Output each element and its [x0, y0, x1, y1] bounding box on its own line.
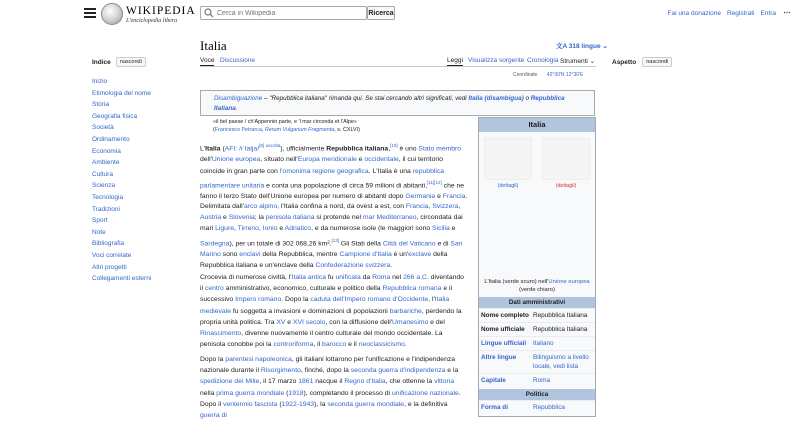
toc-item[interactable]: Voci correlate — [92, 251, 132, 259]
tab-voce[interactable]: Voce — [200, 57, 215, 64]
more-options-icon[interactable]: ⋯ — [783, 10, 791, 17]
language-icon: 文A — [556, 43, 569, 50]
infobox-row — [479, 350, 595, 373]
toc-item[interactable]: Tecnologia — [92, 193, 124, 201]
infobox-row — [479, 400, 595, 414]
infobox-value[interactable]: Roma — [533, 376, 551, 384]
infobox-value: Repubblica Italiana — [533, 325, 588, 333]
toc-item[interactable]: Società — [92, 124, 114, 132]
toc-item[interactable]: Bibliografia — [92, 240, 125, 248]
toc-item[interactable]: Etimologia del nome — [92, 89, 151, 97]
emblem-image[interactable] — [542, 138, 590, 189]
search-box — [200, 6, 367, 20]
repubblica-italiana-link[interactable]: Repubblica Italiana — [214, 95, 565, 112]
infobox-label: Nome ufficiale — [481, 325, 525, 333]
infobox — [478, 117, 596, 417]
toc-item[interactable]: Storia — [92, 101, 109, 109]
toc-item[interactable]: Tradizioni — [92, 205, 120, 213]
infobox-value: Repubblica Italiana — [533, 311, 588, 319]
caption-text: L'Italia (verde scuro) nell' — [484, 279, 549, 285]
language-count: 318 lingue — [568, 43, 601, 50]
disambiguation-note — [200, 90, 595, 116]
paragraph: Delimitata dall'arco alpino, l'Italia confina a nord, da ovest a est, con Francia, Svizzera, Austria e Slovenia; la penisola italiana si protende nel mar Mediterraneo, circondata dai mari Ligure, Tirreno, Ionio e Adriatico, e da numerose isole (le maggiori sono Sicilia e Sardegna), per un totale di 302 068,26 km².[13] Gli Stati della Città del Vaticano e di San Marino sono enclavi della Repubblica, mentre Campione d'Italia è un'exclave della Repubblica italiana e un'enclave della Confederazione svizzera. — [200, 203, 463, 270]
toc-item[interactable]: Sport — [92, 217, 108, 225]
tab-history[interactable]: Cronologia — [527, 57, 559, 64]
ipa-link[interactable]: AFI: /iˈtalja/ — [224, 145, 260, 153]
wordmark: WIKIPEDIA — [126, 5, 196, 17]
infobox-section-admin: Dati amministrativi — [479, 297, 595, 308]
table-of-contents — [92, 57, 192, 285]
main-menu-icon[interactable] — [84, 8, 96, 18]
toc-item[interactable]: Ordinamento — [92, 135, 130, 143]
infobox-row — [479, 336, 595, 350]
coordinates — [513, 72, 583, 78]
quote-ref: , s. CXLVI) — [334, 126, 360, 133]
eu-link[interactable]: Unione europea — [548, 279, 590, 285]
coordinates-link[interactable]: 42°30′N 12°30′E — [546, 72, 584, 78]
infobox-label: Nome completo — [481, 311, 529, 319]
infobox-label[interactable]: Capitale — [481, 376, 506, 384]
toc-item[interactable]: Note — [92, 228, 106, 236]
tagline: L'enciclopedia libera — [126, 18, 178, 24]
language-button[interactable]: 文A 318 lingue ⌄ — [556, 43, 608, 50]
hatnote-text: – "Repubblica italiana" rimanda qui. Se stai cercando altri significati, vedi — [262, 95, 469, 102]
toc-item[interactable]: Altri progetti — [92, 263, 127, 271]
infobox-section-politics: Politica — [479, 389, 595, 400]
tab-discussione[interactable]: Discussione — [220, 57, 256, 64]
disambiguation-link[interactable]: Disambiguazione — [214, 95, 263, 102]
toc-item[interactable]: Cultura — [92, 170, 113, 178]
user-links — [667, 9, 792, 17]
paragraph: L'Italia (AFI: /iˈtalja/[9] $^{ascolta}$), ufficialmente Repubblica italiana,[10] è uno Stato membro dell'Unione europea, situato nell'Europa meridionale e occidentale, il cui territorio coincide in gran parte con l'omonima regione geografica. L'Italia è una repubblica parlamentare unitaria e conta una popolazione di circa 59 milioni di abitanti,[11][12] che ne fanno il terzo Stato dell'Unione europea per numero di abitanti dopo Germania e Francia. — [200, 143, 468, 201]
search-icon — [204, 8, 214, 18]
infobox-label[interactable]: Altre lingue — [481, 353, 517, 361]
search-button[interactable]: Ricerca — [367, 6, 395, 20]
create-account-link[interactable]: Registrati — [726, 9, 755, 17]
quote-author-link[interactable]: Francesco Petrarca — [214, 126, 262, 133]
infobox-images — [479, 132, 595, 190]
hatnote-end: . — [235, 105, 238, 112]
appearance-hide-button[interactable]: nascondi — [642, 57, 672, 67]
appearance-title: Aspetto — [612, 58, 637, 66]
infobox-value[interactable]: Repubblica — [533, 403, 565, 411]
infobox-value[interactable]: Italiano — [533, 339, 554, 347]
infobox-row — [479, 373, 595, 387]
map-caption — [479, 278, 595, 295]
search-input[interactable] — [217, 10, 357, 17]
toc-hide-button[interactable]: nascondi — [116, 57, 146, 67]
appearance-panel — [612, 57, 672, 67]
hatnote-or: o — [523, 95, 531, 102]
page-tabs — [200, 53, 596, 67]
donate-link[interactable]: Fai una donazione — [667, 9, 721, 17]
quote-work-link[interactable]: Rerum Vulgarium Fragmenta — [264, 126, 335, 133]
page-title: Italia — [200, 38, 227, 53]
login-link[interactable]: Entra — [760, 9, 776, 17]
caption-text-end: (verde chiaro) — [519, 287, 555, 294]
infobox-row — [479, 308, 595, 322]
tab-view-source[interactable]: Visualizza sorgente — [468, 57, 525, 64]
wikipedia-logo-icon[interactable] — [101, 3, 123, 25]
wikipedia-wordmark[interactable] — [126, 5, 196, 24]
infobox-value[interactable]: Bilinguismo a livello locale, vedi lista — [533, 353, 589, 370]
toc-item[interactable]: Inizio — [92, 78, 108, 85]
italia-disambigua-link[interactable]: Italia (disambigua) — [468, 95, 524, 102]
epigraph-quote: «il bel paese / ch'Appennin parte, e 'l mar circonda et l'Alpe» (Francesco Petrarca, Rerum Vulgarium Fragmenta, s. CXLVI) — [213, 119, 473, 135]
tab-leggi[interactable]: Leggi — [447, 57, 463, 64]
toc-item[interactable]: Geografia fisica — [92, 112, 138, 120]
infobox-label[interactable]: Forma di — [481, 403, 508, 411]
location-map[interactable] — [483, 192, 591, 276]
flag-image[interactable] — [484, 138, 532, 189]
coordinates-label: Coordinate — [513, 72, 538, 78]
infobox-label[interactable]: Lingue ufficiali — [481, 339, 527, 347]
toc-item[interactable]: Collegamenti esterni — [92, 275, 152, 283]
header — [0, 0, 800, 34]
toc-title: Indice — [92, 58, 111, 66]
toc-item[interactable]: Scienza — [92, 182, 116, 190]
toc-item[interactable]: Ambiente — [92, 159, 120, 167]
emblem-details-link[interactable]: (dettagli) — [555, 183, 577, 189]
quote-text: «il bel paese / ch'Appennin parte, e 'l mar circonda et l'Alpe» — [213, 119, 357, 125]
flag-details-link[interactable]: (dettagli) — [497, 183, 519, 189]
tools-menu[interactable]: Strumenti ⌄ — [560, 58, 596, 65]
tools-label: Strumenti — [560, 58, 588, 65]
infobox-row — [479, 322, 595, 336]
paragraph: Dopo la parentesi napoleonica, gli italiani lottarono per l'unificazione e l'indipendenza nazionale durante il Risorgimento, finché, dopo la seconda guerra d'indipendenza e la spedizione dei Mille, il 17 marzo 1861 nacque il Regno d'Italia, che ottenne la vittoria nella prima guerra mondiale (1918), completando il processo di unificazione nazionale. Dopo il ventennio fascista (1922-1943), la seconda guerra mondiale, e la definitiva guerra di — [200, 356, 461, 420]
toc-item[interactable]: Economia — [92, 147, 121, 155]
paragraph: Crocevia di numerose civiltà, l'Italia antica fu unificata da Roma nel 266 a.C. diventando il centro amministrativo, economico, culturale e politico della Repubblica romana e il successivo Impero romano. Dopo la caduta dell'Impero romano d'Occidente, l'Italia medievale fu soggetta a invasioni e dominazioni di popolazioni barbariche, perdendo la propria unità politica. Tra XV e XVI secolo, con la diffusione dell'Umanesimo e del Rinascimento, divenne nuovamente il centro culturale del mondo occidentale. La penisola conobbe poi la controriforma, il barocco e il neoclassicismo. — [200, 274, 464, 349]
infobox-title: Italia — [479, 118, 595, 132]
